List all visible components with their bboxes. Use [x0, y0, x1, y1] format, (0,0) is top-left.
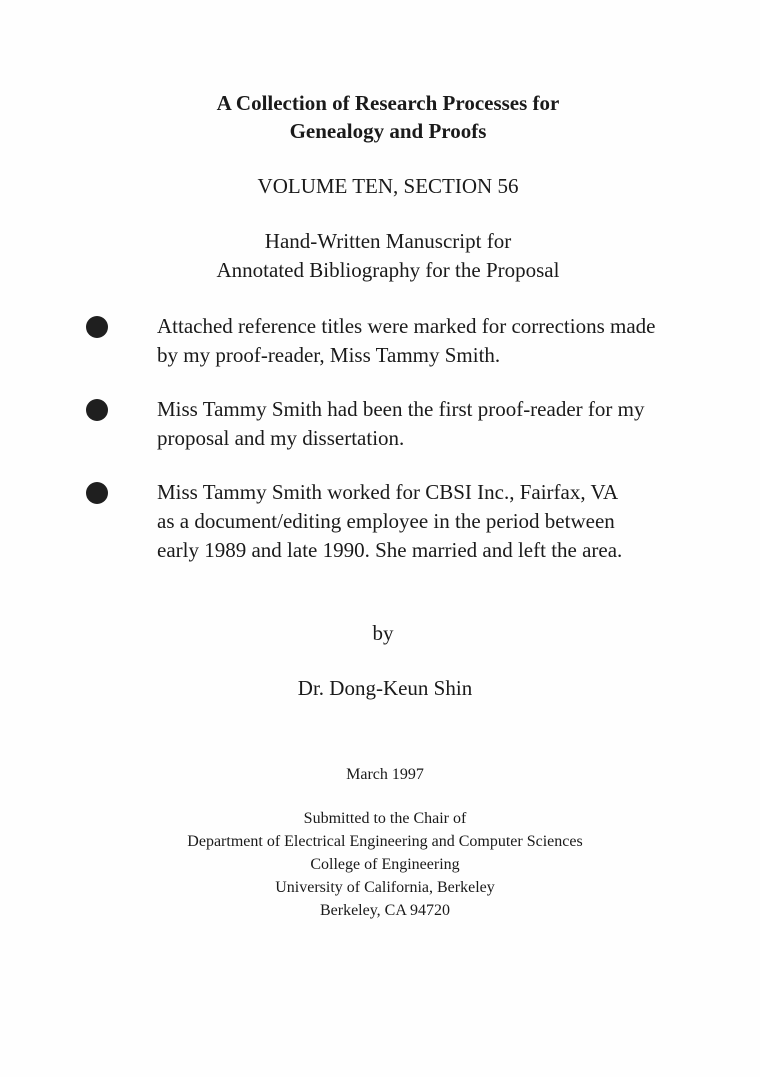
bullet-line: early 1989 and late 1990. She married and left the area. [157, 538, 623, 562]
title-line-2: Genealogy and Proofs [289, 119, 487, 143]
submission-block [0, 807, 760, 922]
bullet-line: Attached reference titles were marked for corrections made [157, 314, 656, 338]
college-line: College of Engineering [310, 856, 460, 873]
bullet-text [157, 312, 717, 370]
university-line: University of California, Berkeley [275, 879, 495, 896]
subtitle-line-1: Hand-Written Manuscript for [264, 229, 512, 253]
document-title [0, 89, 760, 145]
document-subtitle [0, 227, 760, 285]
bullet-line: by my proof-reader, Miss Tammy Smith. [157, 343, 501, 367]
bullet-text [157, 395, 717, 453]
volume-heading: VOLUME TEN, SECTION 56 [257, 174, 519, 198]
bullet-text [157, 478, 717, 565]
author-name: Dr. Dong-Keun Shin [297, 676, 473, 700]
document-date: March 1997 [346, 766, 424, 783]
department-line: Department of Electrical Engineering and Computer Sciences [187, 833, 583, 850]
by-label: by [372, 621, 394, 645]
bullet-dot-icon [86, 482, 108, 504]
bullet-line: as a document/editing employee in the period between [157, 509, 615, 533]
submission-line-1: Submitted to the Chair of [303, 810, 467, 827]
title-line-1: A Collection of Research Processes for [216, 91, 560, 115]
bullet-dot-icon [86, 316, 108, 338]
subtitle-line-2: Annotated Bibliography for the Proposal [216, 258, 560, 282]
bullet-line: Miss Tammy Smith had been the first proof-reader for my [157, 397, 645, 421]
bullet-line: Miss Tammy Smith worked for CBSI Inc., Fairfax, VA [157, 480, 619, 504]
bullet-dot-icon [86, 399, 108, 421]
address-line: Berkeley, CA 94720 [319, 902, 451, 919]
bullet-line: proposal and my dissertation. [157, 426, 405, 450]
